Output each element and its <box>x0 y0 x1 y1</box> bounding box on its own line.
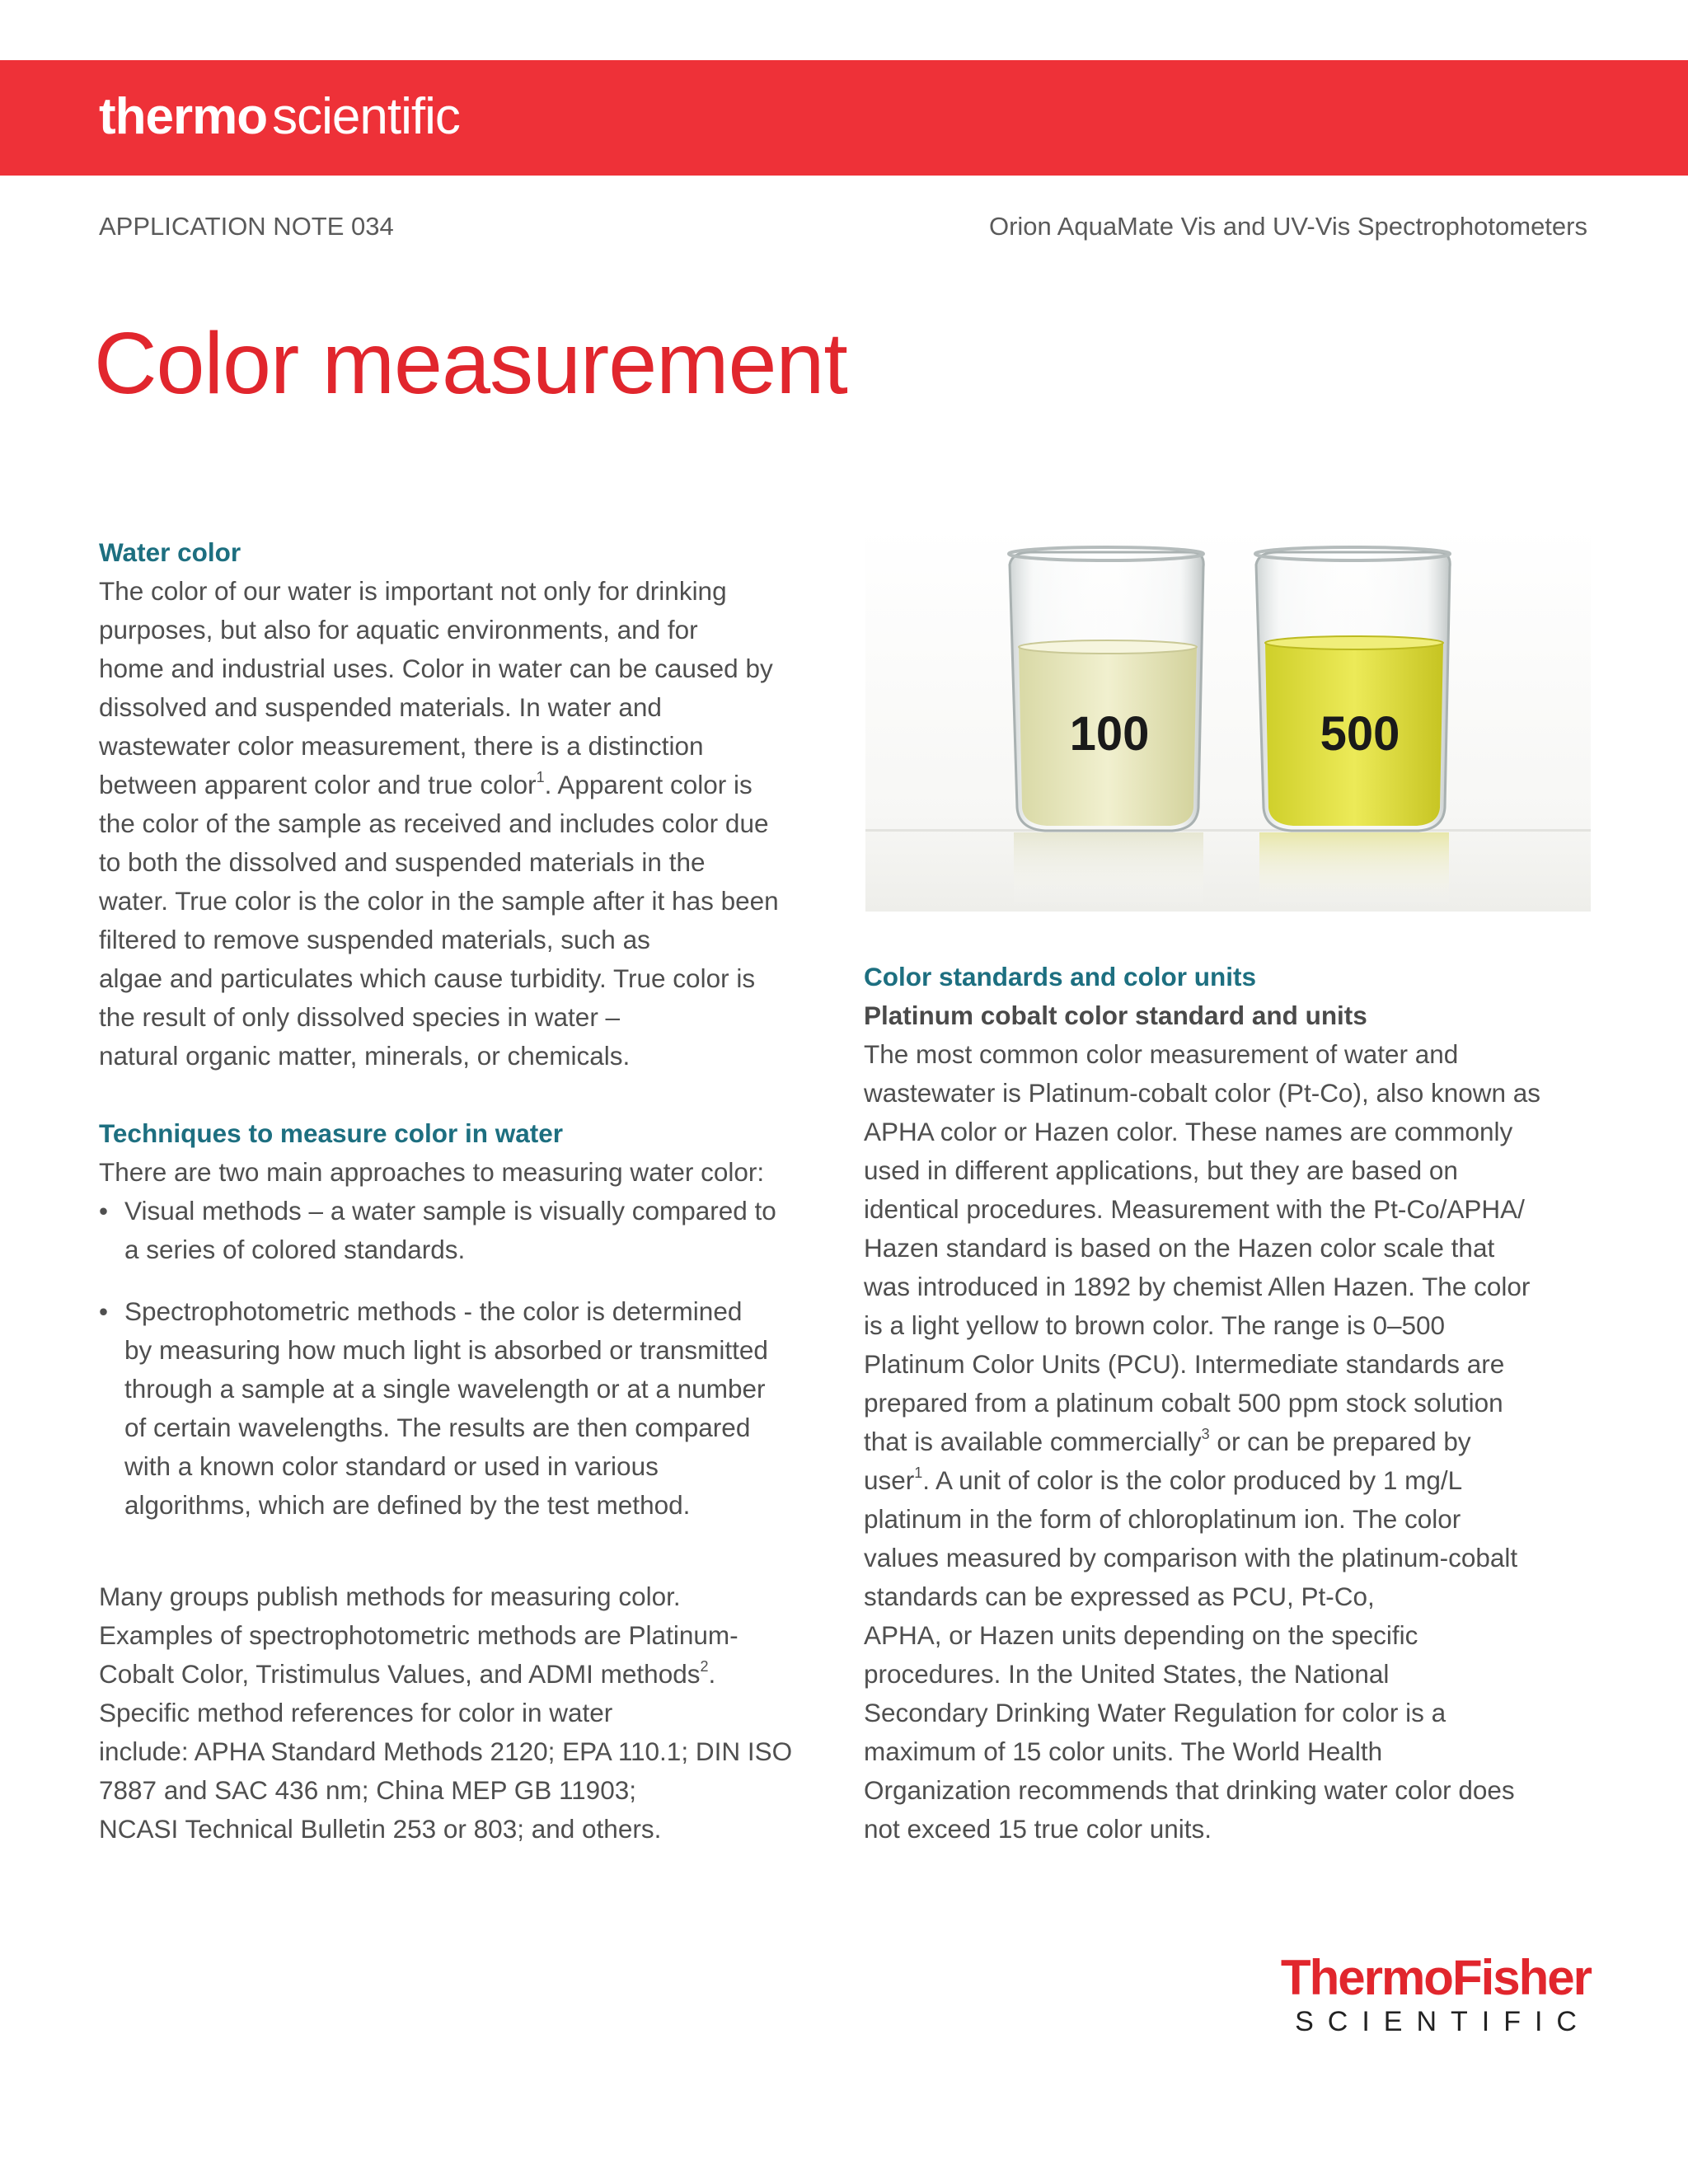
text-segment: . A unit of color is the color produced by 1 mg/L <box>922 1465 1463 1495</box>
bullet-marker: • <box>99 1296 109 1326</box>
text-line <box>864 1422 1589 1461</box>
water-color-paragraph <box>99 572 841 1076</box>
color-standards-paragraph <box>864 1035 1589 1849</box>
text-line: platinum in the form of chloroplatinum ion. The color <box>864 1504 1461 1534</box>
text-line: Secondary Drinking Water Regulation for color is a <box>864 1698 1447 1727</box>
platinum-cobalt-subheading: Platinum cobalt color standard and units <box>864 1001 1367 1030</box>
text-line: prepared from a platinum cobalt 500 ppm stock solution <box>864 1388 1503 1418</box>
text-line: Platinum Color Units (PCU). Intermediate standards are <box>864 1349 1505 1379</box>
bullet-spectrophotometric-methods <box>99 1292 841 1525</box>
text-line: There are two main approaches to measuring water color: <box>99 1157 765 1187</box>
text-line: not exceed 15 true color units. <box>864 1814 1212 1844</box>
techniques-heading: Techniques to measure color in water <box>99 1118 564 1148</box>
footnote-ref: 1 <box>536 769 545 785</box>
beakers-photo <box>865 527 1591 912</box>
text-line: include: APHA Standard Methods 2120; EPA 110.1; DIN ISO <box>99 1736 793 1766</box>
beakers-illustration <box>865 527 1591 912</box>
text-line: filtered to remove suspended materials, such as <box>99 925 650 954</box>
bullet-visual-methods <box>99 1192 841 1269</box>
label-500: 500 <box>1320 707 1400 761</box>
footnote-ref: 2 <box>700 1658 709 1675</box>
text-line: with a known color standard or used in various <box>124 1451 659 1481</box>
text-line: was introduced in 1892 by chemist Allen Hazen. The color <box>864 1272 1531 1301</box>
brand-banner <box>0 60 1688 176</box>
text-line: Organization recommends that drinking water color does <box>864 1775 1515 1805</box>
text-line <box>99 766 841 804</box>
logo-subtitle: SCIENTIFIC <box>1295 2006 1591 2037</box>
text-line: purposes, but also for aquatic environments, and for <box>99 615 698 644</box>
text-line: identical procedures. Measurement with the Pt-Co/APHA/ <box>864 1194 1525 1224</box>
text-segment: . Apparent color is <box>544 770 753 799</box>
text-line: maximum of 15 color units. The World Health <box>864 1736 1383 1766</box>
text-segment: user <box>864 1465 915 1495</box>
text-line: is a light yellow to brown color. The range is 0–500 <box>864 1310 1446 1340</box>
text-line: home and industrial uses. Color in water can be caused by <box>99 654 773 683</box>
text-line: Specific method references for color in water <box>99 1698 613 1727</box>
text-line: wastewater is Platinum-cobalt color (Pt-Co), also known as <box>864 1078 1541 1108</box>
text-line: algorithms, which are defined by the test method. <box>124 1490 691 1520</box>
text-line: Hazen standard is based on the Hazen color scale that <box>864 1233 1495 1263</box>
text-line: a series of colored standards. <box>124 1235 466 1264</box>
text-line: The color of our water is important not only for drinking <box>99 576 727 606</box>
text-segment: Cobalt Color, Tristimulus Values, and ADMI methods <box>99 1659 701 1689</box>
text-line: 7887 and SAC 436 nm; China MEP GB 11903; <box>99 1775 636 1805</box>
text-line <box>864 1461 1589 1500</box>
footnote-ref: 3 <box>1201 1426 1210 1442</box>
text-line: dissolved and suspended materials. In water and <box>99 692 662 722</box>
text-segment: . <box>708 1659 716 1689</box>
brand-light: scientific <box>272 88 460 145</box>
text-line: The most common color measurement of water and <box>864 1039 1459 1069</box>
product-line: Orion AquaMate Vis and UV-Vis Spectrophotometers <box>988 212 1587 241</box>
text-line: procedures. In the United States, the National <box>864 1659 1390 1689</box>
text-line: Spectrophotometric methods - the color is determined <box>124 1296 743 1326</box>
text-line: NCASI Technical Bulletin 253 or 803; and others. <box>99 1814 662 1844</box>
page-title: Color measurement <box>94 315 847 412</box>
text-line: APHA, or Hazen units depending on the specific <box>864 1620 1418 1650</box>
text-line: through a sample at a single wavelength or at a number <box>124 1374 766 1404</box>
left-column <box>99 533 841 1849</box>
text-line: used in different applications, but they are based on <box>864 1155 1458 1185</box>
label-100: 100 <box>1069 707 1150 761</box>
brand-bold: thermo <box>99 88 268 145</box>
text-line: algae and particulates which cause turbidity. True color is <box>99 963 756 993</box>
thermo-fisher-logo <box>1253 1950 1591 2037</box>
text-line: of certain wavelengths. The results are then compared <box>124 1413 751 1442</box>
text-line: Visual methods – a water sample is visually compared to <box>124 1196 776 1226</box>
text-line: values measured by comparison with the platinum-cobalt <box>864 1543 1518 1572</box>
text-segment: or can be prepared by <box>1209 1427 1471 1456</box>
bullet-marker: • <box>99 1196 109 1226</box>
thermo-scientific-logo <box>99 88 460 145</box>
text-line: Examples of spectrophotometric methods are Platinum- <box>99 1620 738 1650</box>
text-segment: that is available commercially <box>864 1427 1202 1456</box>
reflection-right <box>1259 832 1449 907</box>
text-line: Many groups publish methods for measuring color. <box>99 1582 681 1611</box>
text-line: by measuring how much light is absorbed or transmitted <box>124 1335 768 1365</box>
reflection-left <box>1014 832 1203 907</box>
text-line: the result of only dissolved species in water – <box>99 1002 621 1032</box>
text-line: water. True color is the color in the sample after it has been <box>99 886 779 916</box>
text-segment: between apparent color and true color <box>99 770 537 799</box>
color-standards-heading: Color standards and color units <box>864 962 1257 991</box>
text-line: APHA color or Hazen color. These names are commonly <box>864 1117 1513 1146</box>
text-line: standards can be expressed as PCU, Pt-Co, <box>864 1582 1375 1611</box>
methods-paragraph <box>99 1577 841 1849</box>
water-color-heading: Water color <box>99 537 241 567</box>
text-line: the color of the sample as received and includes color due <box>99 808 769 838</box>
text-line <box>99 1655 841 1694</box>
footnote-ref: 1 <box>914 1465 923 1481</box>
text-line: to both the dissolved and suspended materials in the <box>99 847 706 877</box>
text-line: wastewater color measurement, there is a distinction <box>99 731 704 761</box>
techniques-intro <box>99 1153 841 1192</box>
application-note-label: APPLICATION NOTE 034 <box>99 212 394 241</box>
right-column <box>864 958 1589 1849</box>
text-line: natural organic matter, minerals, or chemicals. <box>99 1041 631 1071</box>
logo-wordmark: ThermoFisher <box>1280 1950 1591 2005</box>
